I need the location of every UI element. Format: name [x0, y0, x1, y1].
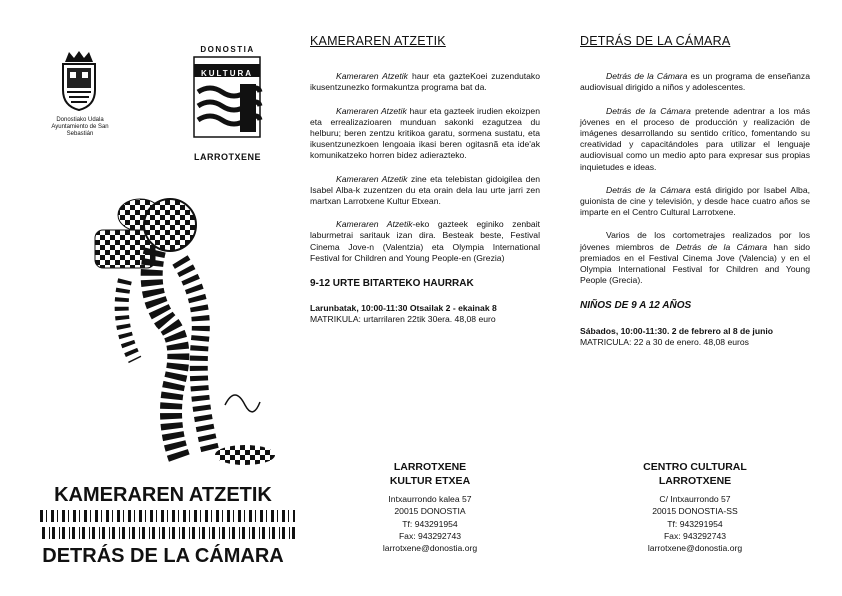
spanish-column	[580, 36, 810, 348]
address-basque	[345, 460, 515, 554]
paragraph: Varios de los cortometrajes realizados por los jóvenes miembros de Detrás de la Cámara han sido premiados en el Festival Cinema Jove (Valencia) y en el Olympia International Festival for Children and Young People (Grecia).	[580, 230, 810, 286]
logo-band-text: KULTURA	[200, 69, 254, 78]
email: larrotxene@donostia.org	[647, 543, 743, 554]
city: 20015 DONOSTIA-SS	[652, 506, 738, 517]
age-group-heading: NIÑOS DE 9 A 12 AÑOS	[580, 300, 692, 312]
org-name: LARROTXENE	[658, 475, 732, 487]
spanish-heading: DETRÁS DE LA CÁMARA	[580, 34, 731, 48]
paragraph: Kameraren Atzetik-eko gazteek eginiko zenbait laburmetrai saritauk izan dira. Besteak beste, Festival Cinema Jove-n (Valentzia) eta Olympia International Festival for Children and Young People-en (Grezia)	[310, 219, 540, 263]
org-name: CENTRO CULTURAL	[643, 461, 747, 473]
fax: Fax: 943292743	[398, 530, 462, 541]
basque-heading: KAMERAREN ATZETIK	[310, 34, 446, 48]
phone: Tf: 943291954	[402, 518, 458, 529]
email: larrotxene@donostia.org	[382, 543, 478, 554]
age-group-heading: 9-12 URTE BITARTEKO HAURRAK	[310, 278, 474, 290]
noise-strip	[40, 510, 295, 522]
donostia-kultura-logo: DONOSTIA	[190, 45, 265, 145]
org-name: LARROTXENE	[393, 461, 467, 473]
city-seal	[55, 50, 103, 112]
seal-caption: Donostiako Udala Ayuntamiento de San Sebastián	[51, 117, 109, 137]
paragraph: Detrás de la Cámara es un programa de enseñanza audiovisual dirigido a niños y adolescentes.	[580, 71, 810, 93]
basque-column	[310, 36, 540, 326]
paragraph: Kameraren Atzetik zine eta telebistan gidoigilea den Isabel Alba-k zuzentzen du eta orain dela lau urte jarri zen martxan Larrotxene Kultur Etxean.	[310, 173, 541, 207]
fax: Fax: 943292743	[663, 530, 727, 541]
left-title-spanish: DETRÁS DE LA CÁMARA	[42, 545, 284, 567]
street: C/ Intxaurrondo 57	[659, 494, 731, 504]
paragraph: Kameraren Atzetik haur eta gazteKoei zuzendutako ikusentzunezko formakuntza programa bat da.	[310, 71, 540, 93]
city: 20015 DONOSTIA	[394, 506, 466, 517]
schedule: Sábados, 10:00-11:30. 2 de febrero al 8 de junio MATRICULA: 22 a 30 de enero. 48,08 euros	[580, 325, 773, 347]
address-spanish	[610, 460, 780, 554]
logo-caption: LARROTXENE	[193, 152, 261, 162]
phone: Tf: 943291954	[667, 518, 723, 529]
org-name: KULTUR ETXEA	[389, 475, 471, 487]
left-title-basque: KAMERAREN ATZETIK	[54, 484, 272, 506]
street: Intxaurrondo kalea 57	[388, 494, 472, 504]
paragraph: Detrás de la Cámara pretende adentrar a los más jóvenes en el proceso de producción y realización de imágenes desarrollando su sentido crítico, fomentando su creatividad y capacitándoles para utilizar el lenguaje audiovisual como un medio apto para expresar sus propias inquietudes e ideas.	[580, 105, 810, 172]
paragraph: Detrás de la Cámara está dirigido por Isabel Alba, guionista de cine y televisión, y desde hace cuatro años se imparte en el Centro Cultural Larrotxene.	[580, 184, 810, 218]
noise-strip	[40, 527, 295, 539]
paragraph: Kameraren Atzetik haur eta gazteek irudien ekoizpen eta errealizazioaren munduan sakonki ezagutzea du helburu; beren zentzu kritikoa garatu, sormena sustatu, eta ikusentzunezkoen lengoaia ikasi beren ogitasnã eta ide'ak komunikatzeko horren bidez adierazteko.	[310, 105, 540, 161]
cameraman-illustration	[85, 190, 285, 470]
schedule: Larunbatak, 10:00-11:30 Otsailak 2 - ekainak 8 MATRIKULA: urtarrilaren 22tik 30era. 48,08 euro	[310, 303, 497, 325]
